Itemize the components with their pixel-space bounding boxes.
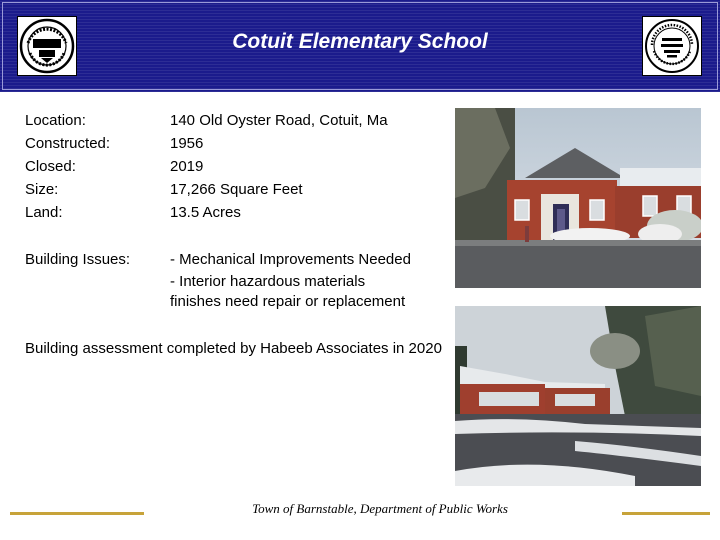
page-title: Cotuit Elementary School (232, 30, 488, 53)
footer-rule-left (10, 512, 144, 515)
building-issues-label: Building Issues: (25, 251, 131, 268)
issue-line-3: finishes need repair or replacement (170, 293, 406, 310)
land-value: 13.5 Acres (170, 204, 241, 221)
footer-rule-right (622, 512, 710, 515)
size-value: 17,266 Square Feet (170, 181, 303, 198)
size-label: Size: (25, 181, 59, 198)
public-works-seal-logo (17, 16, 77, 76)
constructed-label: Constructed: (25, 135, 111, 152)
public-works-seal-icon (18, 17, 76, 75)
assessment-note: Building assessment completed by Habeeb Associates in 2020 (25, 340, 442, 357)
footer-text: Town of Barnstable, Department of Public Works (252, 501, 508, 516)
issue-line-1: - Mechanical Improvements Needed (170, 251, 411, 268)
issue-line-2: - Interior hazardous materials (170, 273, 366, 290)
closed-label: Closed: (25, 158, 76, 175)
land-label: Land: (25, 204, 63, 221)
town-seal-logo (642, 16, 702, 76)
location-value: 140 Old Oyster Road, Cotuit, Ma (170, 112, 388, 129)
closed-value: 2019 (170, 158, 204, 175)
school-side-photo (455, 306, 701, 486)
school-entrance-photo (455, 108, 701, 288)
location-label: Location: (25, 112, 86, 129)
constructed-value: 1956 (170, 135, 204, 152)
header-banner (0, 0, 720, 92)
town-seal-icon (643, 17, 701, 75)
